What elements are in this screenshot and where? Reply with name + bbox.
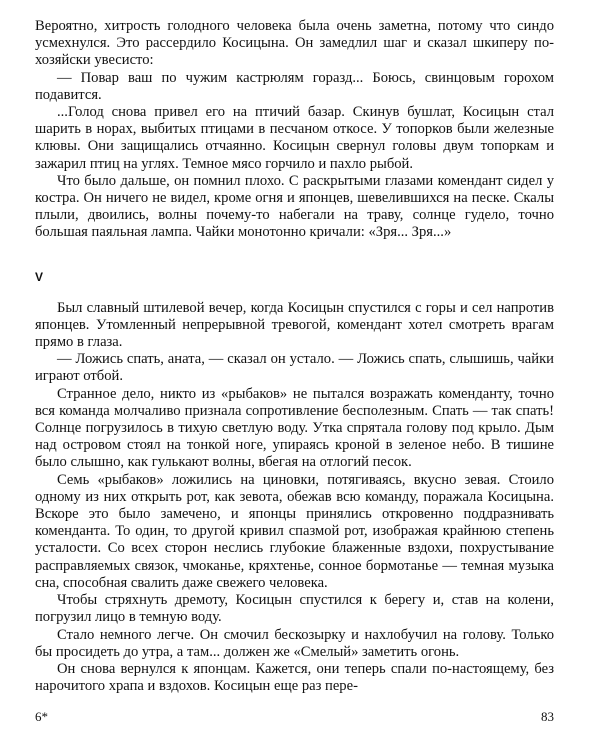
text-block-bottom xyxy=(35,300,554,696)
paragraph: Стало немного легче. Он смочил бескозырку и нахлобучил на голову. Только бы просидеть до утра, а там... должен же «Смелый» заметить огонь. xyxy=(35,626,554,660)
paragraph: Странное дело, никто из «рыбаков» не пытался возражать коменданту, точно вся команда молчаливо признала сопротивление бесполезным. Спать — так спать! Солнце погрузилось в тихую светлую воду. Утка спрятала голову под крыло. Дым над островом стоял на тонкой ноге, упираясь кроной в зеленое небо. В тишине было слышно, как гулькают волны, вбегая на отлогий песок. xyxy=(35,385,554,471)
spacer xyxy=(35,242,554,270)
page-number: 83 xyxy=(541,709,554,724)
printer-signature-mark: 6* xyxy=(35,709,48,724)
paragraph: Семь «рыбаков» ложились на циновки, потягиваясь, вкусно зевая. Стоило одному из них открыть рот, как зевота, обежав всю команду, поражала Косицына. Вскоре это было замечено, и японцы принялись откровенно поддразнивать коменданта. То один, то другой кривил спазмой рот, изображая крайнюю степень усталости. Со всех сторон неслись глубокие блаженные вздохи, похрустывание расправляемых связок, чмоканье, кряхтенье, сонное бормотанье — темная музыка сна, способная свалить даже свежего человека. xyxy=(35,471,554,591)
paragraph: Был славный штилевой вечер, когда Косицын спустился с горы и сел напротив японцев. Утомленный непрерывной тревогой, комендант хотел смотреть врагам прямо в глаза. xyxy=(35,299,554,351)
paragraph: Что было дальше, он помнил плохо. С раскрытыми глазами комендант сидел у костра. Он ничего не видел, кроме огня и японцев, шевелившихся на песке. Скалы плыли, двоились, волны почему-то набегали на траву, солнце гудело, точно большая паяльная лампа. Чайки монотонно кричали: «Зря... Зря...» xyxy=(35,172,554,241)
page-body xyxy=(35,18,554,695)
paragraph: — Повар ваш по чужим кастрюлям горазд... Боюсь, свинцовым горохом подавится. xyxy=(35,69,554,103)
chapter-heading: V xyxy=(35,269,44,284)
text-block-top xyxy=(35,18,554,242)
paragraph: Он снова вернулся к японцам. Кажется, они теперь спали по-настоящему, без нарочитого храпа и вздохов. Косицын еще раз пере- xyxy=(35,660,554,695)
paragraph: — Ложись спать, аната, — сказал он устало. — Ложись спать, слышишь, чайки играют отбой. xyxy=(35,351,554,385)
paragraph: ...Голод снова привел его на птичий базар. Скинув бушлат, Косицын стал шарить в норах, выбитых птицами в песчаном откосе. У топорков были железные клювы. Они защищались отчаянно. Косицын свернул головы двум топоркам и зажарил птиц на углях. Темное мясо горчило и пахло рыбой. xyxy=(35,104,554,172)
paragraph: Чтобы стряхнуть дремоту, Косицын спустился к берегу и, став на колени, погрузил лицо в темную воду. xyxy=(35,592,554,626)
paragraph: Вероятно, хитрость голодного человека была очень заметна, потому что синдо усмехнулся. Это рассердило Косицына. Он замедлил шаг и сказал шкиперу по-хозяйски увесисто: xyxy=(35,18,554,69)
spacer xyxy=(35,284,554,300)
